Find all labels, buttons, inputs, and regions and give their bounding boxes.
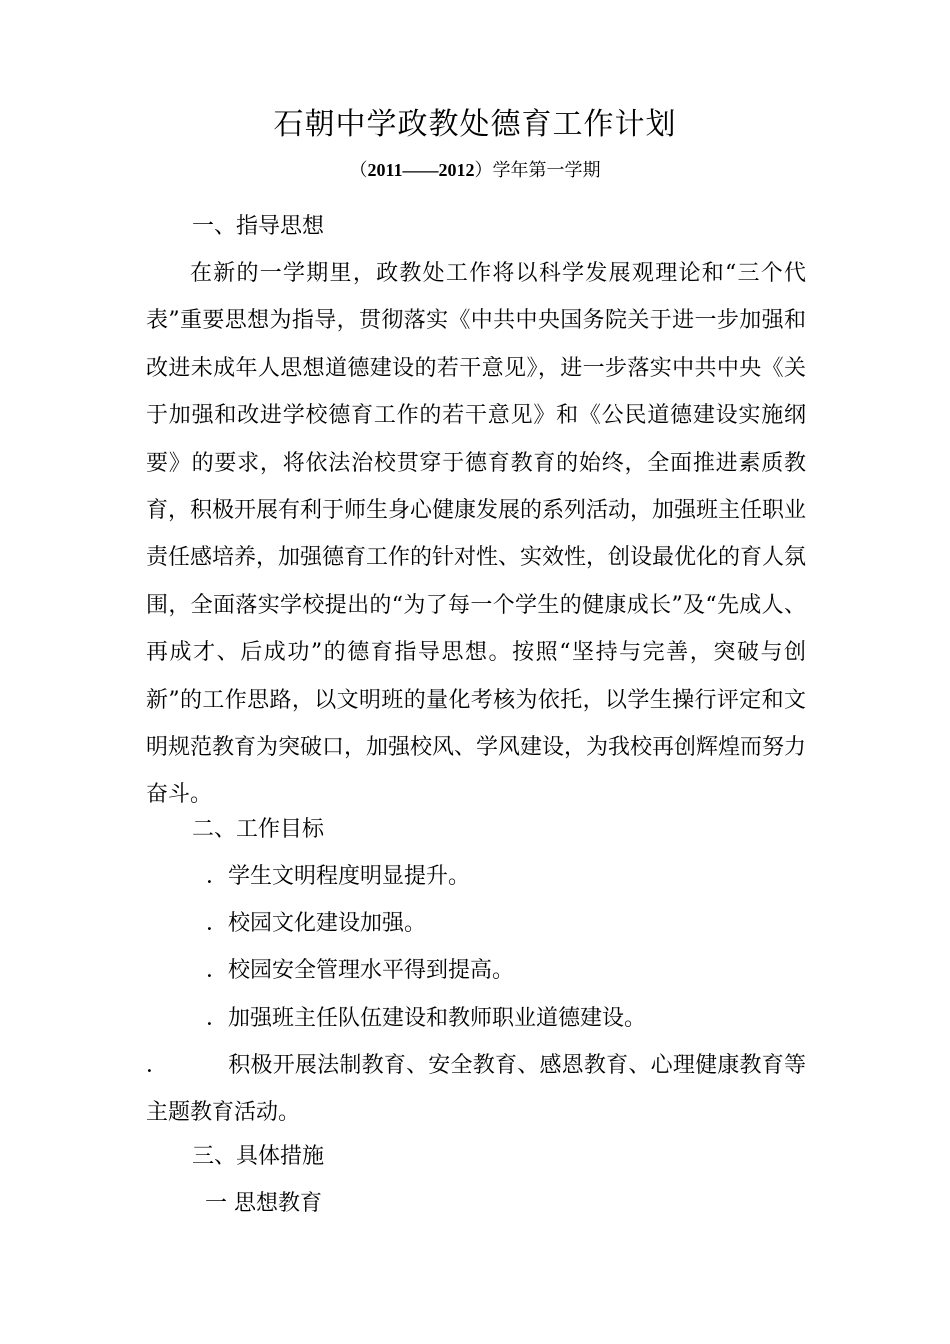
- goal-marker: ．: [146, 1053, 169, 1078]
- subtitle-open: （: [349, 160, 368, 181]
- goal-marker: ．: [205, 911, 228, 936]
- goal-item: [146, 1042, 806, 1136]
- subtitle-close: ）学年第一学期: [474, 160, 601, 181]
- goal-marker: ．: [205, 958, 228, 983]
- subtitle-years: 2011——2012: [367, 160, 475, 180]
- guiding-ideology-paragraph: 在新的一学期里，政教处工作将以科学发展观理论和“三个代表”重要思想为指导，贯彻落实《中共中央国务院关于进一步加强和改进未成年人思想道德建设的若干意见》，进一步落实中共中央《关于加强和改进学校德育工作的若干意见》和《公民道德建设实施纲要》的要求，将依法治校贯穿于德育教育的始终，全面推进素质教育，积极开展有利于师生身心健康发展的系列活动，加强班主任职业责任感培养，加强德育工作的针对性、实效性，创设最优化的育人氛围，全面落实学校提出的“为了每一个学生的健康成长”及“先成人、再成才、后成功”的德育指导思想。按照“坚持与完善，突破与创新”的工作思路，以文明班的量化考核为依托，以学生操行评定和文明规范教育为突破口，加强校风、学风建设，为我校再创辉煌而努力奋斗。: [146, 261, 807, 808]
- goal-item: [146, 853, 806, 900]
- section-heading-guiding-ideology: 一、指导思想: [192, 214, 325, 239]
- document-title: 石朝中学政教处德育工作计划: [273, 107, 677, 142]
- goal-item: [146, 900, 806, 947]
- goal-item: [146, 947, 806, 994]
- goal-item: [146, 995, 806, 1042]
- goal-text: 学生文明程度明显提升。: [228, 864, 471, 889]
- section-heading-work-goals: 二、工作目标: [192, 817, 325, 842]
- goal-text: 校园安全管理水平得到提高。: [228, 958, 515, 983]
- document-subtitle: [0, 156, 950, 185]
- goal-text: 加强班主任队伍建设和教师职业道德建设。: [228, 1006, 647, 1031]
- section-heading-measures: 三、具体措施: [192, 1144, 325, 1169]
- goal-text: 积极开展法制教育、安全教育、感恩教育、心理健康教育等主题教育活动。: [146, 1053, 806, 1125]
- goal-marker: ．: [205, 864, 228, 889]
- subsection-heading-ideological-education: 一 思想教育: [205, 1191, 322, 1216]
- goal-text: 校园文化建设加强。: [228, 911, 427, 936]
- goal-marker: ．: [205, 1006, 228, 1031]
